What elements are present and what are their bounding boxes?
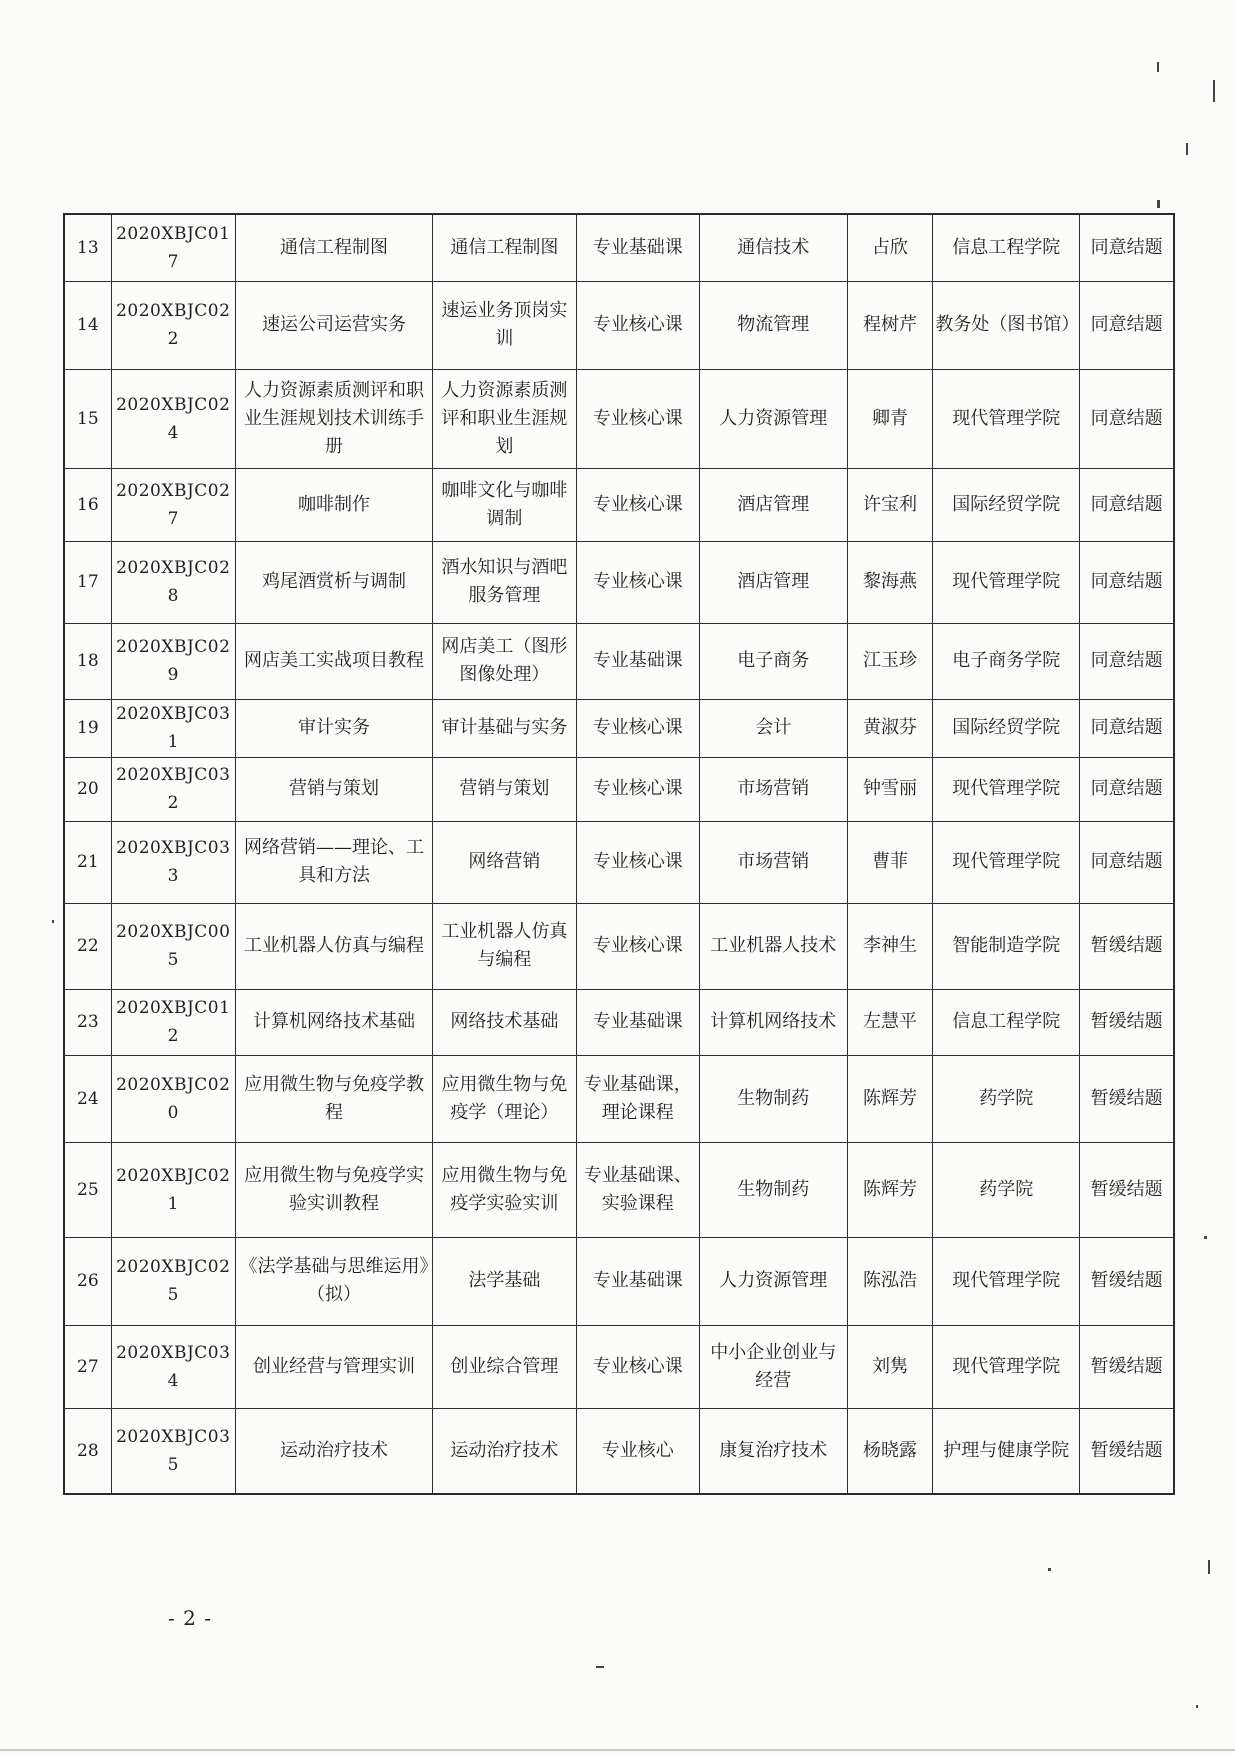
table-row xyxy=(64,623,1174,699)
course-type: 专业核心课 xyxy=(576,1325,699,1408)
course-type: 专业核心课 xyxy=(576,541,699,623)
editor-name: 曹菲 xyxy=(847,821,933,903)
scan-speck xyxy=(1157,200,1160,208)
course-type: 专业核心课 xyxy=(576,281,699,369)
table-row xyxy=(64,821,1174,903)
review-result: 同意结题 xyxy=(1080,369,1174,468)
major-name: 电子商务 xyxy=(699,623,847,699)
course-type: 专业基础课 xyxy=(576,214,699,281)
scan-speck xyxy=(1048,1568,1051,1571)
major-name: 人力资源管理 xyxy=(699,369,847,468)
review-result: 暂缓结题 xyxy=(1080,1142,1174,1237)
editor-name: 江玉珍 xyxy=(847,623,933,699)
course-name: 网络技术基础 xyxy=(433,989,577,1055)
textbook-title: 营销与策划 xyxy=(235,757,432,821)
major-name: 酒店管理 xyxy=(699,541,847,623)
course-type: 专业核心课 xyxy=(576,821,699,903)
major-name: 康复治疗技术 xyxy=(699,1408,847,1494)
row-number: 18 xyxy=(64,623,111,699)
course-type: 专业核心课 xyxy=(576,757,699,821)
course-name: 咖啡文化与咖啡调制 xyxy=(433,468,577,541)
review-result: 暂缓结题 xyxy=(1080,1325,1174,1408)
row-number: 27 xyxy=(64,1325,111,1408)
review-result: 暂缓结题 xyxy=(1080,1237,1174,1325)
textbook-title: 网店美工实战项目教程 xyxy=(235,623,432,699)
textbook-title: 运动治疗技术 xyxy=(235,1408,432,1494)
table-row xyxy=(64,699,1174,757)
scan-edge-line xyxy=(0,1749,1235,1751)
college-name: 现代管理学院 xyxy=(933,369,1080,468)
project-id: 2020XBJC012 xyxy=(111,989,235,1055)
project-id: 2020XBJC017 xyxy=(111,214,235,281)
table-row xyxy=(64,468,1174,541)
review-result: 同意结题 xyxy=(1080,281,1174,369)
page-number: - 2 - xyxy=(168,1606,212,1630)
course-name: 应用微生物与免疫学（理论） xyxy=(433,1055,577,1142)
textbook-title: 应用微生物与免疫学实验实训教程 xyxy=(235,1142,432,1237)
college-name: 现代管理学院 xyxy=(933,1237,1080,1325)
editor-name: 许宝利 xyxy=(847,468,933,541)
project-id: 2020XBJC033 xyxy=(111,821,235,903)
major-name: 中小企业创业与经营 xyxy=(699,1325,847,1408)
scan-speck xyxy=(596,1666,604,1668)
scan-speck xyxy=(1157,62,1159,72)
table-row xyxy=(64,541,1174,623)
row-number: 25 xyxy=(64,1142,111,1237)
college-name: 护理与健康学院 xyxy=(933,1408,1080,1494)
editor-name: 卿青 xyxy=(847,369,933,468)
textbook-title: 审计实务 xyxy=(235,699,432,757)
college-name: 药学院 xyxy=(933,1055,1080,1142)
review-result: 暂缓结题 xyxy=(1080,1408,1174,1494)
scan-speck xyxy=(1208,1560,1210,1574)
editor-name: 左慧平 xyxy=(847,989,933,1055)
course-name: 营销与策划 xyxy=(433,757,577,821)
table-row xyxy=(64,1237,1174,1325)
course-name: 创业综合管理 xyxy=(433,1325,577,1408)
course-name: 审计基础与实务 xyxy=(433,699,577,757)
college-name: 现代管理学院 xyxy=(933,1325,1080,1408)
college-name: 现代管理学院 xyxy=(933,821,1080,903)
college-name: 现代管理学院 xyxy=(933,757,1080,821)
project-id: 2020XBJC029 xyxy=(111,623,235,699)
scan-speck xyxy=(1213,80,1215,102)
college-name: 国际经贸学院 xyxy=(933,699,1080,757)
review-result: 同意结题 xyxy=(1080,214,1174,281)
project-id: 2020XBJC021 xyxy=(111,1142,235,1237)
table-row xyxy=(64,214,1174,281)
review-result: 暂缓结题 xyxy=(1080,903,1174,989)
editor-name: 黎海燕 xyxy=(847,541,933,623)
major-name: 生物制药 xyxy=(699,1142,847,1237)
editor-name: 刘隽 xyxy=(847,1325,933,1408)
textbook-title: 通信工程制图 xyxy=(235,214,432,281)
row-number: 17 xyxy=(64,541,111,623)
editor-name: 杨晓露 xyxy=(847,1408,933,1494)
row-number: 21 xyxy=(64,821,111,903)
scan-speck xyxy=(1186,143,1188,155)
row-number: 16 xyxy=(64,468,111,541)
course-name: 酒水知识与酒吧服务管理 xyxy=(433,541,577,623)
course-type: 专业基础课，理论课程 xyxy=(576,1055,699,1142)
textbook-title: 工业机器人仿真与编程 xyxy=(235,903,432,989)
textbook-title: 应用微生物与免疫学教程 xyxy=(235,1055,432,1142)
editor-name: 李神生 xyxy=(847,903,933,989)
project-id: 2020XBJC027 xyxy=(111,468,235,541)
row-number: 23 xyxy=(64,989,111,1055)
course-type: 专业核心 xyxy=(576,1408,699,1494)
review-result: 同意结题 xyxy=(1080,623,1174,699)
table-row xyxy=(64,1325,1174,1408)
project-id: 2020XBJC034 xyxy=(111,1325,235,1408)
course-name: 速运业务顶岗实训 xyxy=(433,281,577,369)
table-row xyxy=(64,1142,1174,1237)
project-id: 2020XBJC025 xyxy=(111,1237,235,1325)
project-id: 2020XBJC024 xyxy=(111,369,235,468)
editor-name: 黄淑芬 xyxy=(847,699,933,757)
editor-name: 陈辉芳 xyxy=(847,1055,933,1142)
college-name: 现代管理学院 xyxy=(933,541,1080,623)
project-id: 2020XBJC032 xyxy=(111,757,235,821)
row-number: 20 xyxy=(64,757,111,821)
textbook-title: 创业经营与管理实训 xyxy=(235,1325,432,1408)
scan-speck xyxy=(1196,1705,1198,1708)
row-number: 22 xyxy=(64,903,111,989)
table-row xyxy=(64,989,1174,1055)
major-name: 物流管理 xyxy=(699,281,847,369)
course-name: 通信工程制图 xyxy=(433,214,577,281)
major-name: 酒店管理 xyxy=(699,468,847,541)
major-name: 工业机器人技术 xyxy=(699,903,847,989)
review-result: 同意结题 xyxy=(1080,541,1174,623)
course-name: 网店美工（图形图像处理） xyxy=(433,623,577,699)
review-result: 同意结题 xyxy=(1080,821,1174,903)
project-id: 2020XBJC035 xyxy=(111,1408,235,1494)
review-result: 同意结题 xyxy=(1080,468,1174,541)
course-type: 专业核心课 xyxy=(576,468,699,541)
course-name: 应用微生物与免疫学实验实训 xyxy=(433,1142,577,1237)
course-type: 专业基础课 xyxy=(576,989,699,1055)
row-number: 24 xyxy=(64,1055,111,1142)
course-name: 法学基础 xyxy=(433,1237,577,1325)
course-name: 运动治疗技术 xyxy=(433,1408,577,1494)
row-number: 28 xyxy=(64,1408,111,1494)
textbook-title: 鸡尾酒赏析与调制 xyxy=(235,541,432,623)
editor-name: 陈泓浩 xyxy=(847,1237,933,1325)
row-number: 26 xyxy=(64,1237,111,1325)
review-result: 同意结题 xyxy=(1080,699,1174,757)
course-type: 专业核心课 xyxy=(576,369,699,468)
course-type: 专业基础课 xyxy=(576,1237,699,1325)
course-name: 网络营销 xyxy=(433,821,577,903)
row-number: 15 xyxy=(64,369,111,468)
textbook-title: 计算机网络技术基础 xyxy=(235,989,432,1055)
textbook-title: 网络营销——理论、工具和方法 xyxy=(235,821,432,903)
editor-name: 陈辉芳 xyxy=(847,1142,933,1237)
review-result: 同意结题 xyxy=(1080,757,1174,821)
table-row xyxy=(64,369,1174,468)
college-name: 教务处（图书馆） xyxy=(933,281,1080,369)
course-type: 专业基础课、实验课程 xyxy=(576,1142,699,1237)
major-name: 市场营销 xyxy=(699,757,847,821)
row-number: 19 xyxy=(64,699,111,757)
major-name: 市场营销 xyxy=(699,821,847,903)
review-result: 暂缓结题 xyxy=(1080,989,1174,1055)
course-name: 人力资源素质测评和职业生涯规划 xyxy=(433,369,577,468)
textbook-project-table xyxy=(63,213,1175,1495)
textbook-title: 咖啡制作 xyxy=(235,468,432,541)
major-name: 生物制药 xyxy=(699,1055,847,1142)
course-name: 工业机器人仿真与编程 xyxy=(433,903,577,989)
textbook-title: 速运公司运营实务 xyxy=(235,281,432,369)
table-body xyxy=(64,214,1174,1494)
major-name: 会计 xyxy=(699,699,847,757)
scan-speck xyxy=(52,920,54,923)
editor-name: 程树芹 xyxy=(847,281,933,369)
row-number: 13 xyxy=(64,214,111,281)
college-name: 国际经贸学院 xyxy=(933,468,1080,541)
college-name: 智能制造学院 xyxy=(933,903,1080,989)
college-name: 电子商务学院 xyxy=(933,623,1080,699)
table-row xyxy=(64,281,1174,369)
course-type: 专业基础课 xyxy=(576,623,699,699)
college-name: 信息工程学院 xyxy=(933,214,1080,281)
editor-name: 占欣 xyxy=(847,214,933,281)
table-row xyxy=(64,1408,1174,1494)
major-name: 通信技术 xyxy=(699,214,847,281)
table-row xyxy=(64,757,1174,821)
course-type: 专业核心课 xyxy=(576,903,699,989)
textbook-title: 人力资源素质测评和职业生涯规划技术训练手册 xyxy=(235,369,432,468)
major-name: 计算机网络技术 xyxy=(699,989,847,1055)
project-id: 2020XBJC031 xyxy=(111,699,235,757)
textbook-title: 《法学基础与思维运用》（拟） xyxy=(235,1237,432,1325)
project-id: 2020XBJC005 xyxy=(111,903,235,989)
project-id: 2020XBJC022 xyxy=(111,281,235,369)
course-type: 专业核心课 xyxy=(576,699,699,757)
major-name: 人力资源管理 xyxy=(699,1237,847,1325)
college-name: 信息工程学院 xyxy=(933,989,1080,1055)
table-row xyxy=(64,1055,1174,1142)
project-id: 2020XBJC020 xyxy=(111,1055,235,1142)
row-number: 14 xyxy=(64,281,111,369)
editor-name: 钟雪丽 xyxy=(847,757,933,821)
table-row xyxy=(64,903,1174,989)
scan-speck xyxy=(1204,1236,1207,1239)
college-name: 药学院 xyxy=(933,1142,1080,1237)
project-id: 2020XBJC028 xyxy=(111,541,235,623)
review-result: 暂缓结题 xyxy=(1080,1055,1174,1142)
